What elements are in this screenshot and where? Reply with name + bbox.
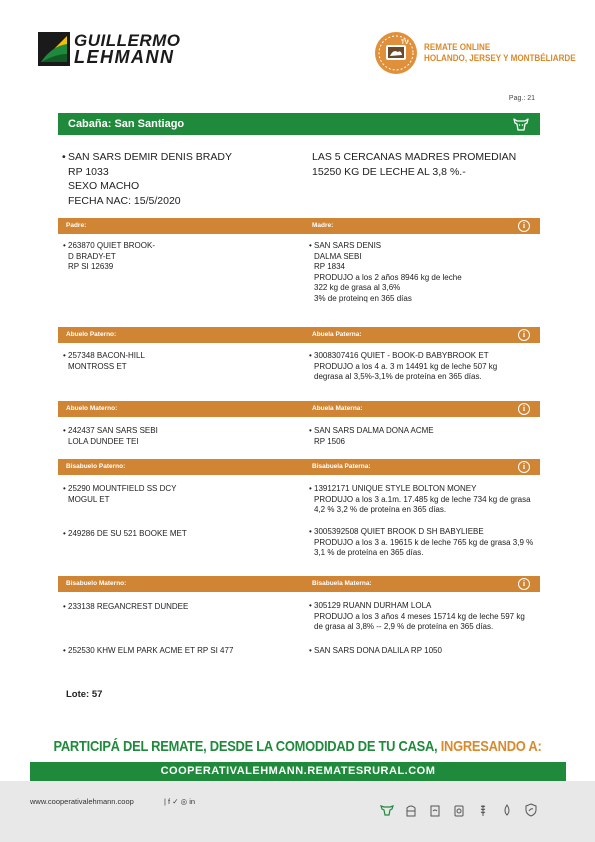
- entry-line: de grasa al 3,8% -- 2,9 % de proteína en 365 días.: [314, 622, 494, 631]
- entry-line: 322 kg de grasa al 3,6%: [314, 283, 401, 292]
- entry-line: 3,1 % de proteína en 365 días.: [314, 548, 424, 557]
- remate-online-logo: [373, 30, 595, 76]
- entry-line: 257348 BACON-HILL: [68, 351, 145, 360]
- madres-line-1: LAS 5 CERCANAS MADRES PROMEDIAN: [312, 151, 517, 163]
- entry-line: 25290 MOUNTFIELD SS DCY: [68, 484, 177, 493]
- entry-line: 3008307416 QUIET - BOOK-D BABYBROOK ET: [314, 351, 489, 360]
- entry-line: 263870 QUIET BROOK-: [68, 241, 155, 250]
- section-abuelos-paternos: [58, 327, 540, 343]
- entry-line: PRODUJO a los 3 a. 19615 k de leche 765 kg de grasa 3,9 %: [314, 537, 534, 547]
- entry-line: D BRADY-ET: [68, 251, 116, 261]
- bisabuelo-paterno-entry-1: • 25290 MOUNTFIELD SS DCY MOGUL ET: [68, 484, 248, 505]
- shield-leaf-icon: [524, 803, 538, 817]
- auction-url-link[interactable]: COOPERATIVALEHMANN.REMATESRURAL.COM: [30, 762, 566, 781]
- info-icon[interactable]: i: [518, 220, 530, 232]
- entry-line: MOGUL ET: [68, 494, 110, 504]
- entry-line: PRODUJO a los 3 años 4 meses 15714 kg de leche 597 kg: [314, 611, 525, 621]
- tv-badge-icon: [373, 30, 419, 76]
- entry-line: RP SI 12639: [68, 262, 114, 271]
- label-bisabuelo-paterno: Bisabuelo Paterno:: [66, 463, 126, 470]
- entry-line: 242437 SAN SARS SEBI: [68, 426, 158, 435]
- cow-icon: [380, 803, 394, 817]
- entry-line: RP 1834: [314, 262, 345, 271]
- madres-line-2: 15250 KG DE LECHE AL 3,8 %.-: [312, 165, 466, 178]
- entry-line: SAN SARS DALMA DONA ACME: [314, 426, 434, 435]
- info-icon[interactable]: i: [518, 578, 530, 590]
- abuelo-materno-entry: • 242437 SAN SARS SEBI LOLA DUNDEE TEI: [68, 426, 248, 447]
- bisabuela-materna-entry-2: • SAN SARS DONA DALILA RP 1050: [314, 646, 544, 657]
- entry-line: PRODUJO a los 2 años 8946 kg de leche: [314, 272, 462, 282]
- section-bisabuelos-paternos: [58, 459, 540, 475]
- label-bisabuelo-materno: Bisabuelo Materno:: [66, 580, 127, 587]
- entry-line: degrasa al 3,5%-3,1% de proteína en 365 días.: [314, 372, 482, 381]
- bisabuelo-materno-entry-2: • 252530 KHW ELM PARK ACME ET RP SI 477: [68, 646, 248, 657]
- abuelo-paterno-entry: • 257348 BACON-HILL MONTROSS ET: [68, 351, 248, 372]
- label-bisabuela-materna: Bisabuela Materna:: [312, 580, 372, 587]
- label-abuela-materna: Abuela Materna:: [312, 405, 363, 412]
- entry-line: 305129 RUANN DURHAM LOLA: [314, 601, 432, 610]
- website-link[interactable]: www.cooperativalehmann.coop: [30, 797, 134, 806]
- padre-entry: • 263870 QUIET BROOK- D BRADY-ET RP SI 12639: [68, 241, 248, 273]
- guillermo-lehmann-logo: [38, 32, 181, 66]
- entry-line: 3005392508 QUIET BROOK D SH BABYLIEBE: [314, 527, 484, 536]
- entry-line: SAN SARS DENIS: [314, 241, 382, 250]
- cabana-header: [58, 113, 540, 135]
- entry-line: LOLA DUNDEE TEI: [68, 436, 139, 446]
- entry-line: 249286 DE SU 521 BOOKE MET: [68, 529, 187, 538]
- page-number: Pag.: 21: [508, 95, 535, 102]
- entry-line: SAN SARS DONA DALILA RP 1050: [314, 646, 442, 655]
- drop-icon: [500, 803, 514, 817]
- entry-line: PRODUJO a los 4 a. 3 m 14491 kg de leche 507 kg: [314, 361, 498, 371]
- label-padre: Padre:: [66, 222, 87, 229]
- label-abuelo-paterno: Abuelo Paterno:: [66, 331, 117, 338]
- abuela-materna-entry: • SAN SARS DALMA DONA ACME RP 1506: [314, 426, 544, 447]
- info-icon[interactable]: i: [518, 403, 530, 415]
- brand-line-2: LEHMANN: [74, 47, 175, 67]
- label-abuela-paterna: Abuela Paterna:: [312, 331, 362, 338]
- entry-line: 3% de proteinq en 365 días: [314, 293, 412, 303]
- field-logo-icon: [38, 32, 70, 66]
- entry-line: RP 1506: [314, 436, 345, 446]
- entry-line: 233138 REGANCREST DUNDEE: [68, 602, 189, 611]
- cta-orange-text: INGRESANDO A:: [440, 738, 542, 755]
- silo-icon: [404, 803, 418, 817]
- entry-line: 13912171 UNIQUE STYLE BOLTON MONEY: [314, 484, 477, 493]
- jar-icon: [452, 803, 466, 817]
- bisabuelo-materno-entry-1: • 233138 REGANCREST DUNDEE: [68, 602, 248, 613]
- entry-line: MONTROSS ET: [68, 361, 127, 371]
- animal-sexo: SEXO MACHO: [68, 180, 140, 192]
- section-padres: [58, 218, 540, 234]
- madres-summary: [312, 150, 516, 179]
- entry-line: DALMA SEBI: [314, 251, 362, 261]
- section-bisabuelos-maternos: [58, 576, 540, 592]
- info-icon[interactable]: i: [518, 461, 530, 473]
- bisabuela-paterna-entry-2: • 3005392508 QUIET BROOK D SH BABYLIEBE PRODUJO a los 3 a. 19615 k de leche 765 kg de grasa 3,9 % 3,1 % de proteína en 365 días.: [314, 527, 544, 559]
- animal-name: SAN SARS DEMIR DENIS BRADY: [68, 151, 232, 163]
- remate-line-1: REMATE ONLINE: [424, 42, 491, 53]
- footer-icons: [380, 803, 538, 817]
- social-links[interactable]: | f ✓ ◎ in: [164, 797, 196, 806]
- remate-line-2: HOLANDO, JERSEY Y MONTBÉLIARDE: [424, 53, 576, 64]
- animal-rp: RP 1033: [68, 165, 109, 178]
- abuela-paterna-entry: • 3008307416 QUIET - BOOK-D BABYBROOK ET PRODUJO a los 4 a. 3 m 14491 kg de leche 507 kg degrasa al 3,5%-3,1% de proteína en 365 días.: [314, 351, 544, 383]
- label-bisabuela-paterna: Bisabuela Paterna:: [312, 463, 371, 470]
- footer: [0, 781, 595, 842]
- bisabuela-paterna-entry-1: • 13912171 UNIQUE STYLE BOLTON MONEY PRODUJO a los 3 a.1m. 17.485 kg de leche 734 kg de grasa 4,2 % 3,2 % de proteína en 365 días.: [314, 484, 544, 516]
- cow-head-icon: [512, 116, 530, 132]
- svg-text:TV: TV: [401, 40, 409, 46]
- entry-line: PRODUJO a los 3 a.1m. 17.485 kg de leche 734 kg de grasa: [314, 494, 531, 504]
- entry-line: 4,2 % 3,2 % de proteína en 365 días.: [314, 505, 447, 514]
- animal-info: • SAN SARS DEMIR DENIS BRADY RP 1033 SEXO MACHO FECHA NAC: 15/5/2020: [62, 151, 232, 207]
- bisabuelo-paterno-entry-2: • 249286 DE SU 521 BOOKE MET: [68, 529, 248, 540]
- wheat-icon: [476, 803, 490, 817]
- label-madre: Madre:: [312, 222, 334, 229]
- section-abuelos-maternos: [58, 401, 540, 417]
- lote-number: Lote: 57: [66, 689, 103, 700]
- animal-fecha: FECHA NAC: 15/5/2020: [68, 194, 181, 207]
- milk-box-icon: [428, 803, 442, 817]
- label-abuelo-materno: Abuelo Materno:: [66, 405, 118, 412]
- info-icon[interactable]: i: [518, 329, 530, 341]
- brand-line-1: GUILLERMO: [74, 31, 181, 50]
- cta-banner: [42, 738, 554, 755]
- madre-entry: • SAN SARS DENIS DALMA SEBI RP 1834 PRODUJO a los 2 años 8946 kg de leche 322 kg de grasa al 3,6% 3% de proteinq en 365 días: [314, 241, 544, 304]
- cta-green-text: PARTICIPÁ DEL REMATE, DESDE LA COMODIDAD DE TU CASA,: [53, 738, 441, 755]
- entry-line: 252530 KHW ELM PARK ACME ET RP SI 477: [68, 646, 234, 655]
- cabana-title: Cabaña: San Santiago: [68, 118, 185, 130]
- bisabuela-materna-entry-1: • 305129 RUANN DURHAM LOLA PRODUJO a los 3 años 4 meses 15714 kg de leche 597 kg de grasa al 3,8% -- 2,9 % de proteína en 365 días.: [314, 601, 544, 633]
